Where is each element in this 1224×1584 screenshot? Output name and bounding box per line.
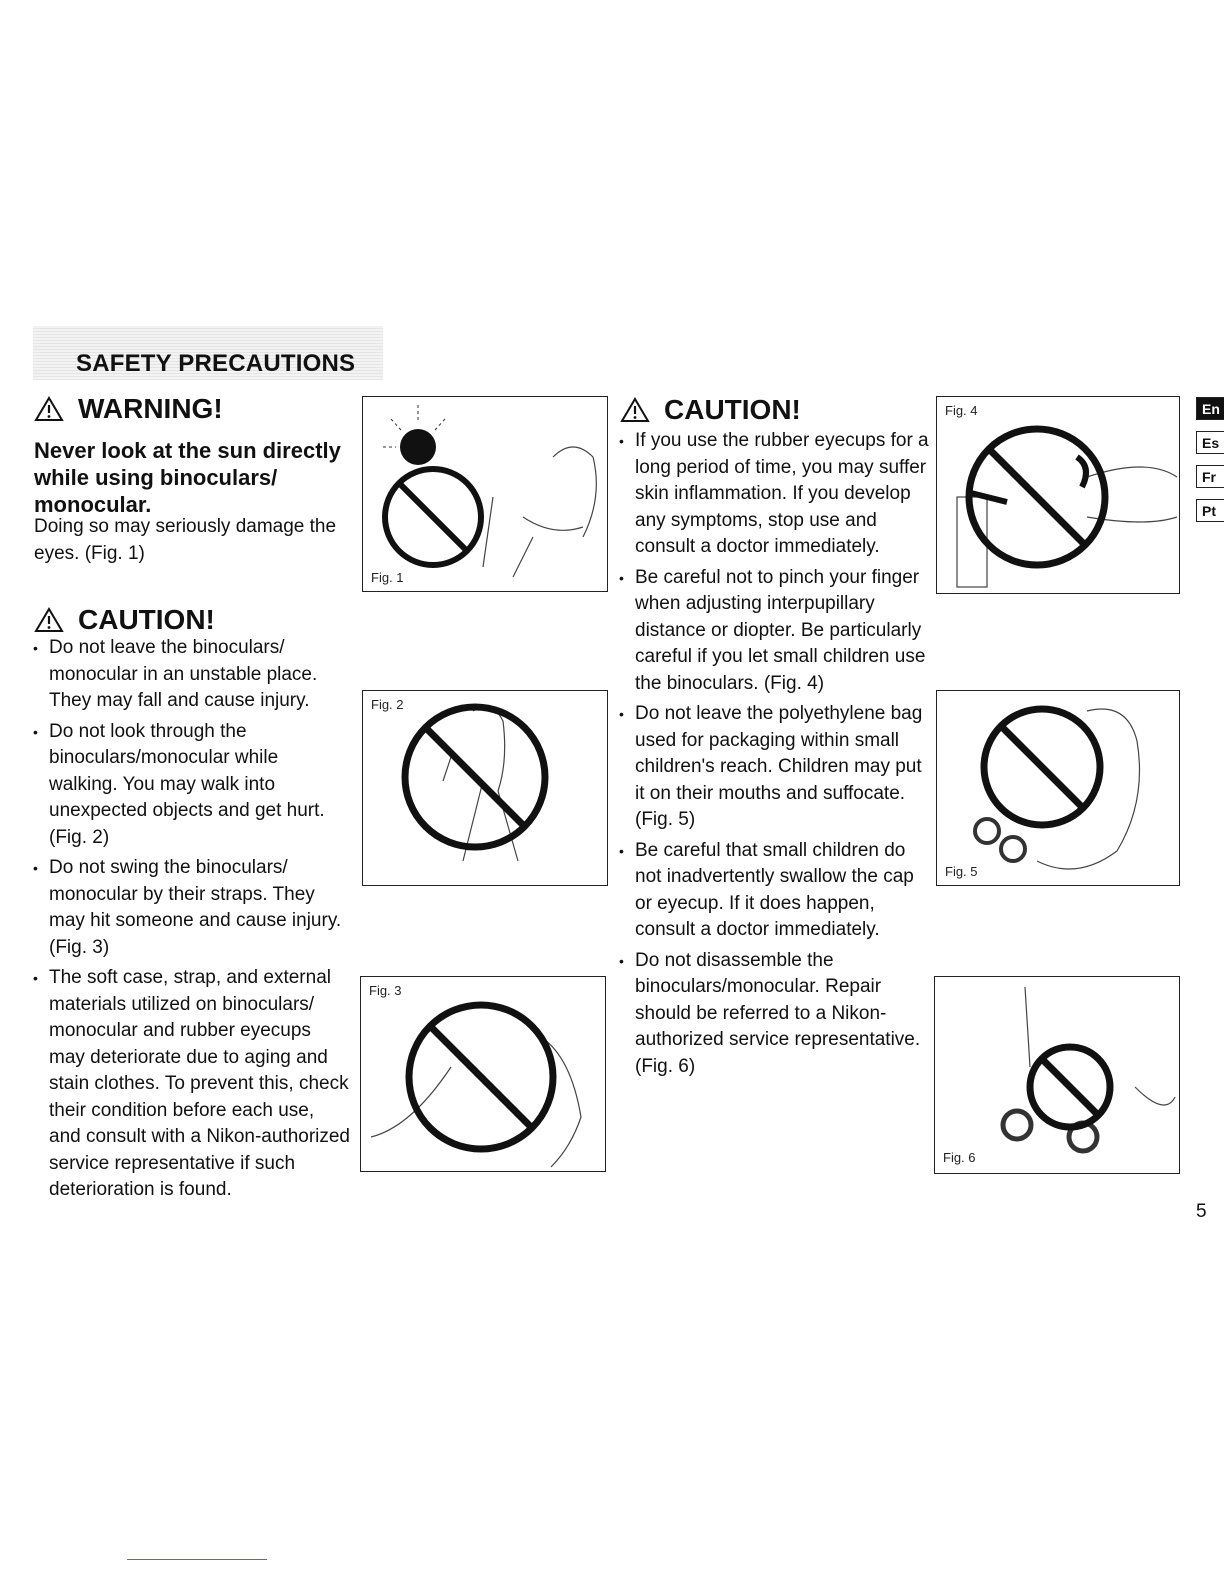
figure-5 bbox=[936, 690, 1180, 886]
figure-label: Fig. 3 bbox=[369, 983, 402, 998]
caution-heading-left bbox=[34, 604, 215, 636]
page-number: 5 bbox=[1196, 1201, 1207, 1222]
warning-heading-text: WARNING! bbox=[78, 393, 223, 424]
list-item: • Do not look through the binoculars/monocular while walking. You may walk into unexpected objects and get hurt. (Fig. 2) bbox=[33, 719, 351, 852]
warning-body-text: Doing so may seriously damage the eyes. (Fig. 1) bbox=[34, 516, 337, 564]
warning-triangle-icon bbox=[34, 396, 64, 422]
list-item: • The soft case, strap, and external materials utilized on binoculars/ monocular and rubber eyecups may deteriorate due to aging and stain clothes. To prevent this, check their condition before each use, and consult with a Nikon-authorized service representative if such deterioration is found. bbox=[33, 965, 351, 1204]
language-tab-fr[interactable]: Fr bbox=[1196, 465, 1224, 488]
list-item: • Do not leave the polyethylene bag used for packaging within small children's reach. Children may put it on their mouths and suffocate. (Fig. 5) bbox=[619, 701, 933, 834]
figure-label: Fig. 5 bbox=[945, 864, 978, 879]
figure-5-illustration bbox=[937, 691, 1179, 885]
list-item: • Be careful that small children do not inadvertently swallow the cap or eyecup. If it does happen, consult a doctor immediately. bbox=[619, 838, 933, 944]
caution-list-right bbox=[619, 428, 933, 1084]
figure-label: Fig. 4 bbox=[945, 403, 978, 418]
list-item: • Do not swing the binoculars/ monocular by their straps. They may hit someone and cause injury. (Fig. 3) bbox=[33, 855, 351, 961]
figure-4-illustration bbox=[937, 397, 1179, 593]
section-title: SAFETY PRECAUTIONS bbox=[76, 350, 356, 377]
language-tab-en[interactable]: En bbox=[1196, 397, 1224, 420]
language-tab-pt[interactable]: Pt bbox=[1196, 499, 1224, 522]
figure-1 bbox=[362, 396, 608, 592]
warning-triangle-icon bbox=[34, 607, 64, 633]
warning-bold-text: Never look at the sun directly while using binoculars/ monocular. bbox=[34, 438, 341, 517]
caution-heading-right bbox=[620, 394, 801, 426]
figure-label: Fig. 6 bbox=[943, 1150, 976, 1165]
figure-label: Fig. 1 bbox=[371, 570, 404, 585]
prohibition-icon bbox=[409, 1005, 553, 1149]
prohibition-icon bbox=[1030, 1047, 1110, 1127]
warning-triangle-icon bbox=[620, 397, 650, 423]
figure-6-illustration bbox=[935, 977, 1179, 1173]
list-item: • Do not disassemble the binoculars/monocular. Repair should be referred to a Nikon-authorized service representative. (Fig. 6) bbox=[619, 948, 933, 1081]
list-item: • Be careful not to pinch your finger when adjusting interpupillary distance or diopter. Be particularly careful if you let small children use the binoculars. (Fig. 4) bbox=[619, 565, 933, 698]
warning-heading bbox=[34, 393, 223, 425]
prohibition-icon bbox=[984, 709, 1100, 825]
caution-list-left bbox=[33, 635, 351, 1208]
language-tab-es[interactable]: Es bbox=[1196, 431, 1224, 454]
list-item: • Do not leave the binoculars/ monocular in an unstable place. They may fall and cause injury. bbox=[33, 635, 351, 715]
figure-3 bbox=[360, 976, 606, 1172]
figure-3-illustration bbox=[361, 977, 605, 1171]
figure-6 bbox=[934, 976, 1180, 1174]
figure-1-illustration bbox=[363, 397, 607, 591]
figure-label: Fig. 2 bbox=[371, 697, 404, 712]
prohibition-icon bbox=[405, 707, 545, 847]
caution-heading-text: CAUTION! bbox=[78, 604, 215, 635]
figure-2 bbox=[362, 690, 608, 886]
divider bbox=[127, 1559, 267, 1560]
caution-heading-text: CAUTION! bbox=[664, 394, 801, 425]
prohibition-icon bbox=[385, 469, 481, 565]
figure-2-illustration bbox=[363, 691, 607, 885]
list-item: • If you use the rubber eyecups for a long period of time, you may suffer skin inflammation. If you develop any symptoms, stop use and consult a doctor immediately. bbox=[619, 428, 933, 561]
figure-4 bbox=[936, 396, 1180, 594]
